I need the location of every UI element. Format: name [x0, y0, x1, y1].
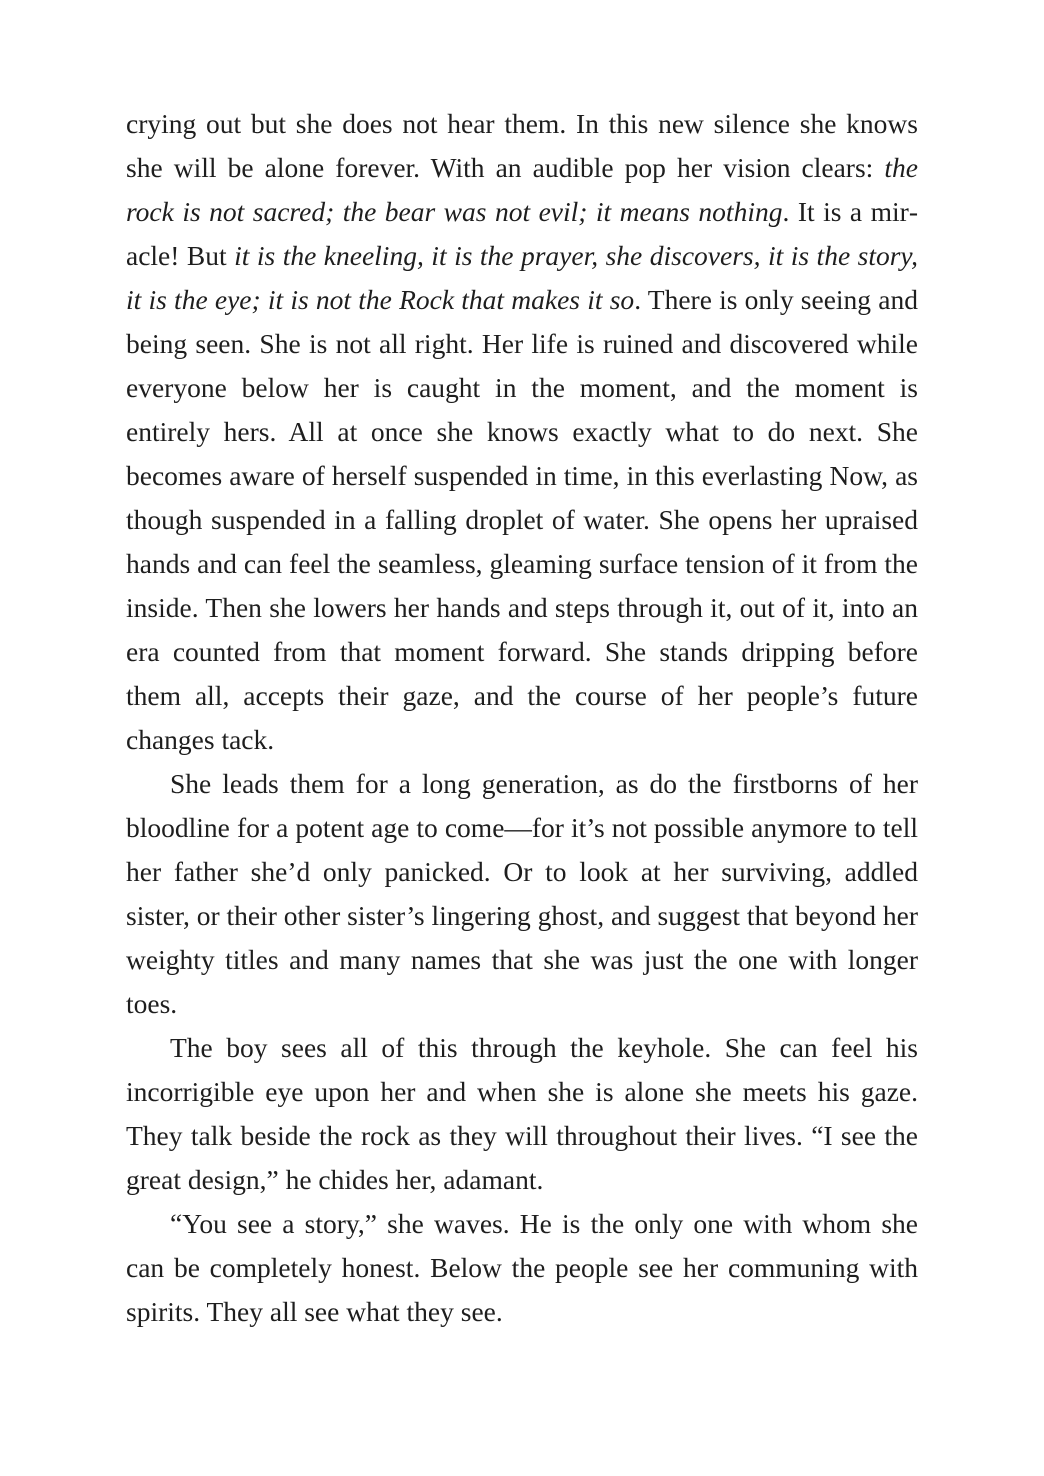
text-run: “You see a story,” she waves. He is the only one with whom she can be completely honest. Below the people see her communing with spirits. They all see what they see.	[126, 1208, 918, 1327]
italic-text-run: the rock is not sacred; the bear was not evil; it means nothing	[126, 152, 918, 227]
text-run: The boy sees all of this through the keyhole. She can feel his incorrigible eye upon her and when she is alone she meets his gaze. They talk beside the rock as they will throughout their lives. “I see the great design,” he chides her, adamant.	[126, 1032, 918, 1195]
paragraph-3	[126, 1026, 918, 1202]
paragraph-4	[126, 1202, 918, 1334]
text-run: crying out but she does not hear them. In this new silence she knows she will be alone forever. With an audible pop her vision clears:	[126, 108, 918, 183]
book-page	[126, 102, 918, 1334]
text-run: . It is a miracle! But	[126, 196, 918, 271]
paragraph-1	[126, 102, 918, 762]
text-run: . There is only seeing and being seen. She is not all right. Her life is ruined and discovered while everyone below her is caught in the moment, and the moment is entirely hers. All at once she knows exactly what to do next. She becomes aware of herself suspended in time, in this everlasting Now, as though suspended in a falling droplet of water. She opens her upraised hands and can feel the seamless, gleaming surface tension of it from the inside. Then she lowers her hands and steps through it, out of it, into an era counted from that moment forward. She stands dripping before them all, accepts their gaze, and the course of her people’s future changes tack.	[126, 284, 918, 755]
text-run: She leads them for a long generation, as do the firstborns of her bloodline for a potent age to come—for it’s not possible anymore to tell her father she’d only panicked. Or to look at her surviving, addled sister, or their other sister’s lingering ghost, and suggest that beyond her weighty titles and many names that she was just the one with longer toes.	[126, 768, 918, 1019]
paragraph-2	[126, 762, 918, 1026]
italic-text-run: it is the kneeling, it is the prayer, she discovers, it is the story, it is the eye; it is not the Rock that makes it so	[126, 240, 918, 315]
